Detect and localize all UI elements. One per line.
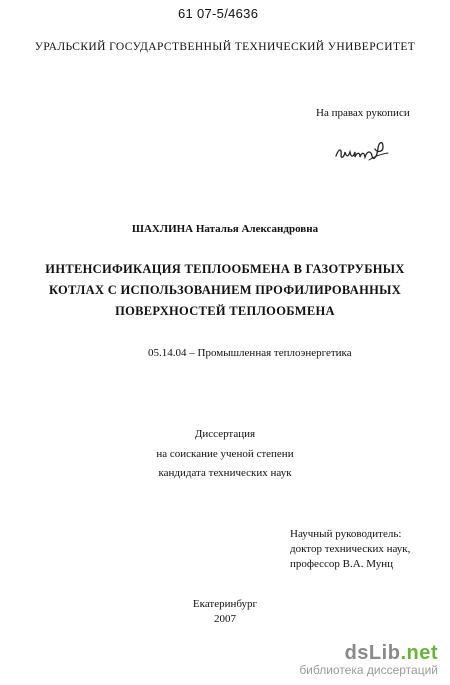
dissertation-title-line-3: ПОВЕРХНОСТЕЙ ТЕПЛООБМЕНА bbox=[115, 304, 335, 318]
archive-stamp-number: 61 07-5/4636 bbox=[178, 6, 259, 21]
supervisor-degree: доктор технических наук, bbox=[290, 543, 411, 555]
author-name: ШАХЛИНА Наталья Александровна bbox=[131, 223, 319, 235]
city: Екатеринбург bbox=[192, 598, 258, 610]
watermark-subtitle: библиотека диссертаций bbox=[299, 663, 438, 677]
watermark bbox=[299, 642, 438, 677]
university-name: УРАЛЬСКИЙ ГОСУДАРСТВЕННЫЙ ТЕХНИЧЕСКИЙ УНИВЕРСИТЕТ bbox=[34, 41, 416, 53]
dissertation-label: Диссертация bbox=[194, 428, 256, 440]
supervisor-label: Научный руководитель: bbox=[290, 528, 402, 540]
supervisor-name: профессор В.А. Мунц bbox=[290, 558, 393, 570]
year: 2007 bbox=[214, 613, 236, 625]
handwritten-signature-icon bbox=[333, 134, 391, 164]
rights-label: На правах рукописи bbox=[316, 107, 410, 119]
dissertation-title-line-2: КОТЛАХ С ИСПОЛЬЗОВАНИЕМ ПРОФИЛИРОВАННЫХ bbox=[48, 283, 402, 297]
specialty-code: 05.14.04 – Промышленная теплоэнергетика bbox=[148, 347, 352, 359]
degree-name: кандидата технических наук bbox=[158, 467, 292, 479]
dissertation-title-line-1: ИНТЕНСИФИКАЦИЯ ТЕПЛООБМЕНА В ГАЗОТРУБНЫХ bbox=[45, 262, 405, 276]
watermark-logo bbox=[299, 642, 438, 665]
watermark-logo-main: dsLib bbox=[344, 642, 401, 664]
watermark-logo-tld: .net bbox=[400, 642, 438, 664]
degree-purpose: на соискание ученой степени bbox=[156, 448, 294, 460]
